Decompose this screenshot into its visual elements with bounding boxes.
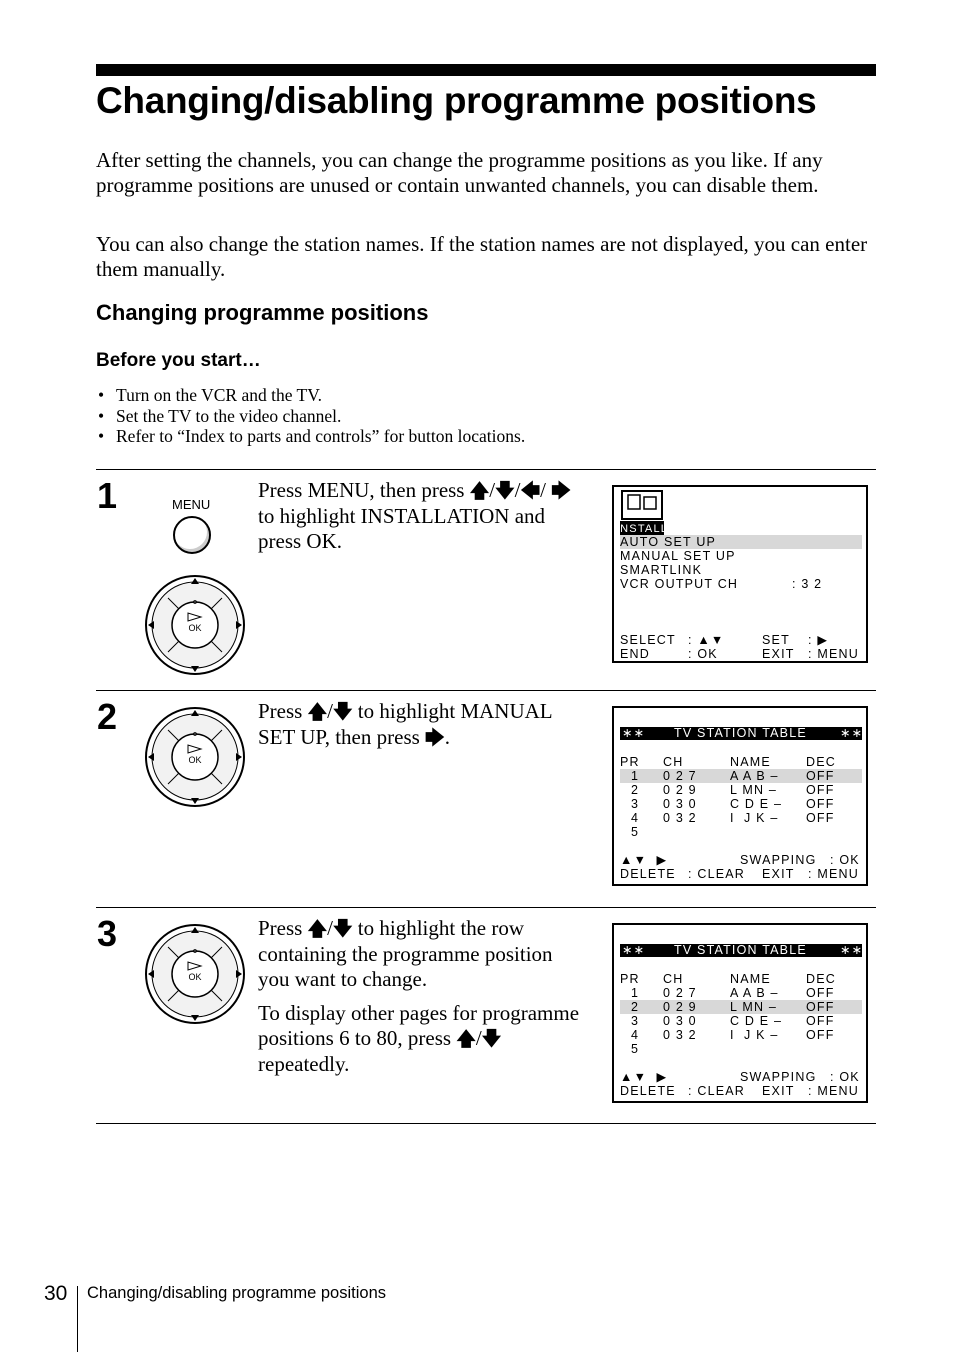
cell-name: C D E – (730, 1014, 783, 1028)
stars-right: ∗∗ (840, 726, 864, 740)
right-arrow-icon: 🡆 (551, 480, 571, 502)
table-footer (620, 853, 862, 867)
table-header (620, 755, 862, 769)
table-title: TV STATION TABLE (674, 726, 807, 740)
cell-pr: 2 (631, 1000, 640, 1014)
intro-paragraph-1: After setting the channels, you can change the programme positions as you like. If any programme positions are unused or contain unwanted channels, you can disable them. (96, 148, 823, 197)
step-divider (96, 907, 876, 908)
cell-ch: 0 3 0 (663, 797, 697, 811)
remote-dpad-icon (144, 923, 246, 1025)
step-divider (96, 1123, 876, 1124)
table-header (620, 972, 862, 986)
output-channel-value: : 3 2 (792, 577, 823, 591)
table-row (620, 825, 862, 839)
remote-dpad-icon (144, 706, 246, 808)
list-item: • Refer to “Index to parts and controls” for button locations. (96, 426, 525, 447)
cell-pr: 5 (631, 1042, 640, 1056)
install-icon (615, 489, 669, 535)
step-2-text: Press 🡅/🡇 to highlight MANUAL SET UP, then press 🡆. (258, 699, 552, 749)
ok-label: OK (188, 755, 202, 765)
page-title: Changing/disabling programme positions (96, 80, 817, 121)
header-dec: DEC (806, 972, 836, 986)
menu-item (620, 577, 862, 591)
header-pr: PR (620, 755, 640, 769)
exit-value: : MENU (808, 867, 859, 881)
exit-label: EXIT (762, 867, 795, 881)
header-pr: PR (620, 972, 640, 986)
cell-name: C D E – (730, 797, 783, 811)
page-number: 30 (44, 1282, 68, 1305)
header-ch: CH (663, 972, 684, 986)
table-row (620, 1014, 862, 1028)
swap-label: SWAPPING (740, 853, 817, 867)
remote-dpad-icon (144, 574, 246, 676)
step-number: 1 (97, 475, 118, 516)
step-1-text: Press MENU, then press 🡅/🡇/🡄/ 🡆 to highlight INSTALLATION and press OK. (258, 478, 571, 553)
menu-button-label: MENU (172, 497, 211, 512)
delete-value: : CLEAR (688, 1084, 746, 1098)
menu-item-label: VCR OUTPUT CH (620, 577, 739, 591)
list-item: • Set the TV to the video channel. (96, 406, 525, 427)
cell-dec: OFF (806, 783, 835, 797)
cell-ch: 0 2 9 (663, 1000, 697, 1014)
right-arrow-icon: 🡆 (425, 727, 445, 749)
cell-dec: OFF (806, 811, 835, 825)
left-arrow-icon: 🡄 (520, 480, 541, 502)
cell-dec: OFF (806, 986, 835, 1000)
ok-label: OK (188, 972, 202, 982)
swap-value: : OK (830, 853, 860, 867)
down-arrow-icon: 🡇 (332, 701, 353, 723)
swap-label: SWAPPING (740, 1070, 817, 1084)
list-item: • Turn on the VCR and the TV. (96, 385, 525, 406)
before-start-list (96, 385, 525, 447)
table-row (620, 1042, 862, 1056)
cell-pr: 1 (631, 986, 640, 1000)
delete-label: DELETE (620, 867, 676, 881)
intro-paragraph-2: You can also change the station names. If the station names are not displayed, you can enter them manually. (96, 232, 868, 281)
cell-dec: OFF (806, 769, 835, 783)
cell-pr: 5 (631, 825, 640, 839)
delete-label: DELETE (620, 1084, 676, 1098)
nav-arrows: ▲▼ ▶ (620, 853, 668, 867)
cell-dec: OFF (806, 1000, 835, 1014)
down-arrow-icon: 🡇 (495, 480, 515, 502)
menu-item-label: SMARTLINK (620, 563, 703, 577)
cell-pr: 3 (631, 1014, 640, 1028)
table-row (620, 986, 862, 1000)
tv-station-table-screen (612, 706, 868, 886)
table-title: TV STATION TABLE (674, 943, 807, 957)
down-arrow-icon: 🡇 (481, 1028, 502, 1050)
footer-divider (77, 1286, 78, 1352)
exit-value: : MENU (808, 1084, 859, 1098)
cell-ch: 0 2 7 (663, 986, 697, 1000)
down-arrow-icon: 🡇 (332, 918, 353, 940)
header-dec: DEC (806, 755, 836, 769)
table-title-bar (620, 727, 862, 740)
header-name: NAME (730, 755, 771, 769)
table-row (620, 811, 862, 825)
ok-label: OK (188, 623, 202, 633)
stars-right: ∗∗ (840, 943, 864, 957)
table-footer (620, 1084, 862, 1098)
menu-item-label: MANUAL SET UP (620, 549, 736, 563)
menu-item (620, 549, 862, 563)
table-footer (620, 867, 862, 881)
up-arrow-icon: 🡅 (469, 480, 490, 502)
cell-ch: 0 3 0 (663, 1014, 697, 1028)
cell-ch: 0 3 2 (663, 1028, 697, 1042)
table-row (620, 783, 862, 797)
header-ch: CH (663, 755, 684, 769)
menu-button (173, 516, 211, 554)
cell-ch: 0 2 9 (663, 783, 697, 797)
menu-item (620, 535, 862, 549)
install-icon-label: INSTALL (615, 523, 669, 535)
step-number: 2 (97, 696, 118, 737)
cell-ch: 0 2 7 (663, 769, 697, 783)
table-row (620, 769, 862, 783)
cell-dec: OFF (806, 797, 835, 811)
table-title-bar (620, 944, 862, 957)
cell-name: I J K – (730, 811, 779, 825)
cell-dec: OFF (806, 1014, 835, 1028)
install-menu-screen: INSTALL AUTO SET UP MANUAL SET UP SMARTLINK VCR OUTPUT CH : 3 2 SELECT : ▲▼ SET : ▶ END : OK EXIT : MENU (612, 485, 868, 663)
cell-pr: 1 (631, 769, 640, 783)
up-arrow-icon: 🡅 (307, 701, 328, 723)
before-start-heading: Before you start… (96, 350, 261, 371)
cell-name: A A B – (730, 769, 779, 783)
exit-label: EXIT (762, 1084, 795, 1098)
cell-name: A A B – (730, 986, 779, 1000)
table-footer (620, 1070, 862, 1084)
menu-item-label: AUTO SET UP (620, 535, 717, 549)
header-name: NAME (730, 972, 771, 986)
nav-arrows: ▲▼ ▶ (620, 1070, 668, 1084)
running-title: Changing/disabling programme positions (87, 1284, 387, 1302)
title-rule (96, 64, 876, 76)
section-heading: Changing programme positions (96, 300, 429, 325)
table-row (620, 1028, 862, 1042)
step-3-text: Press 🡅/🡇 to highlight the row containing the programme position you want to change. To display other pages for programme positions 6 to 80, press 🡅/🡇 repeatedly. (258, 916, 580, 1076)
tv-station-table-screen (612, 923, 868, 1103)
cell-dec: OFF (806, 1028, 835, 1042)
cell-name: L MN – (730, 783, 778, 797)
step-divider (96, 690, 876, 691)
up-arrow-icon: 🡅 (456, 1028, 476, 1050)
cell-name: I J K – (730, 1028, 779, 1042)
cell-pr: 2 (631, 783, 640, 797)
delete-value: : CLEAR (688, 867, 746, 881)
table-row (620, 1000, 862, 1014)
cell-pr: 4 (631, 1028, 640, 1042)
stars-left: ∗∗ (622, 943, 646, 957)
step-number: 3 (97, 913, 118, 954)
menu-item (620, 563, 862, 577)
step-divider (96, 469, 876, 470)
up-arrow-icon: 🡅 (307, 918, 328, 940)
cell-pr: 3 (631, 797, 640, 811)
cell-ch: 0 3 2 (663, 811, 697, 825)
table-row (620, 797, 862, 811)
cell-name: L MN – (730, 1000, 778, 1014)
swap-value: : OK (830, 1070, 860, 1084)
stars-left: ∗∗ (622, 726, 646, 740)
cell-pr: 4 (631, 811, 640, 825)
